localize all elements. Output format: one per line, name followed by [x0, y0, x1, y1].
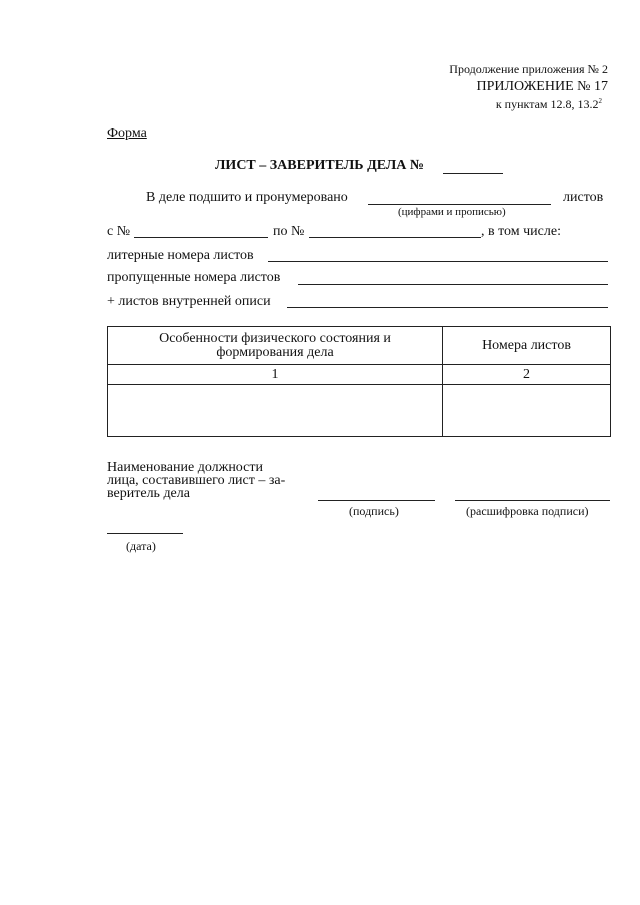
sheets-count-field[interactable]	[368, 204, 551, 205]
signature-hint: (подпись)	[349, 504, 399, 518]
document-title: ЛИСТ – ЗАВЕРИТЕЛЬ ДЕЛА №	[215, 158, 424, 173]
decode-hint: (расшифровка подписи)	[466, 504, 589, 518]
continuation-note: Продолжение приложения № 2	[449, 62, 608, 76]
from-number-field[interactable]	[134, 237, 268, 238]
letter-numbers-label: литерные номера листов	[107, 248, 254, 263]
internal-inventory-field[interactable]	[287, 307, 608, 308]
case-number-field[interactable]	[443, 173, 503, 174]
position-line-3: веритель дела	[107, 486, 190, 501]
position-line-1: Наименование должности	[107, 460, 263, 475]
sheet-numbers-cell[interactable]	[443, 385, 611, 437]
sheets-suffix: листов	[563, 190, 604, 205]
points-superscript: 2	[598, 97, 602, 105]
to-number-field[interactable]	[309, 237, 481, 238]
condition-table	[107, 326, 611, 437]
points-text: к пунктам 12.8, 13.2	[495, 97, 599, 111]
from-number-label: с №	[107, 224, 131, 239]
to-number-label: по №	[273, 224, 305, 239]
position-title	[107, 461, 285, 500]
position-line-2: лица, составившего лист – за-	[107, 473, 286, 488]
date-hint: (дата)	[126, 539, 156, 553]
including-label: , в том числе:	[481, 224, 561, 239]
missing-numbers-field[interactable]	[298, 284, 608, 285]
appendix-points	[496, 97, 602, 112]
col1-header	[108, 327, 443, 365]
condition-cell[interactable]	[108, 385, 443, 437]
col1-header-text: Особенности физического состояния и формирования дела	[159, 330, 391, 360]
col1-number: 1	[108, 365, 443, 385]
missing-numbers-label: пропущенные номера листов	[107, 270, 281, 285]
col2-number: 2	[443, 365, 611, 385]
sheets-count-hint: (цифрами и прописью)	[398, 206, 506, 218]
col2-header-text: Номера листов	[482, 337, 571, 353]
col2-header	[443, 327, 611, 365]
decode-field[interactable]	[455, 500, 610, 501]
signature-field[interactable]	[318, 500, 435, 501]
appendix-title: ПРИЛОЖЕНИЕ № 17	[476, 79, 608, 94]
date-field[interactable]	[107, 533, 183, 534]
sheets-count-label: В деле подшито и пронумеровано	[146, 190, 348, 205]
form-label: Форма	[107, 126, 147, 141]
internal-inventory-label: + листов внутренней описи	[107, 294, 271, 309]
letter-numbers-field[interactable]	[268, 261, 608, 262]
